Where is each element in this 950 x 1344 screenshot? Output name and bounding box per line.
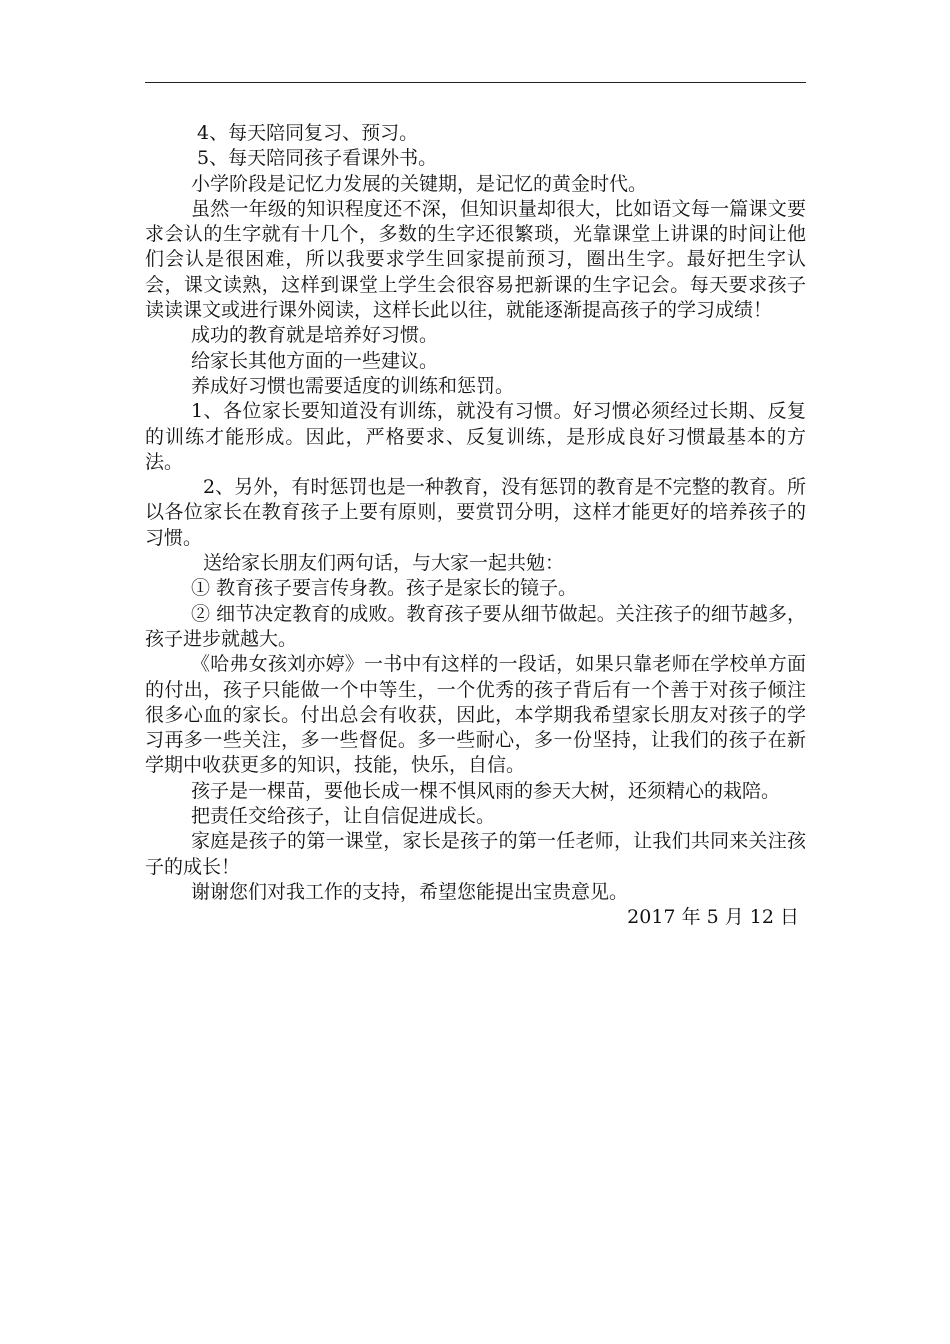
paragraph-two-sentences: 送给家长朋友们两句话，与大家一起共勉： bbox=[203, 552, 565, 575]
paragraph-memory-period: 小学阶段是记忆力发展的关键期，是记忆的黄金时代。 bbox=[191, 172, 648, 195]
paragraph-responsibility: 把责任交给孩子，让自信促进成长。 bbox=[191, 805, 496, 828]
paragraph-training-punishment: 养成好习惯也需要适度的训练和惩罚。 bbox=[191, 374, 515, 397]
paragraph-seedling: 孩子是一棵苗，要他长成一棵不惧风雨的参天大树，还须精心的栽陪。 bbox=[191, 779, 781, 802]
paragraph-harvard-girl: 《哈弗女孩刘亦婷》一书中有这样的一段话，如果只靠老师在学校单方面的付出，孩子只能做一个中等生，一个优秀的孩子背后有一个善于对孩子倾注很多心血的家长。付出总会有收获，因此，本学期我希望家长朋友对孩子的学习再多一些关注，多一些督促。多一些耐心，多一份坚持，让我们的孩子在新学期中收获更多的知识，技能，快乐，自信。 bbox=[145, 653, 806, 777]
paragraph-suggestions: 给家长其他方面的一些建议。 bbox=[191, 349, 439, 372]
paragraph-good-habits: 成功的教育就是培养好习惯。 bbox=[191, 324, 439, 347]
paragraph-family-classroom: 家庭是孩子的第一课堂，家长是孩子的第一任老师，让我们共同来关注孩子的成长！ bbox=[145, 830, 806, 878]
paragraph-extracurricular-books: 5、每天陪同孩子看课外书。 bbox=[197, 147, 438, 170]
paragraph-thanks: 谢谢您们对我工作的支持，希望您能提出宝贵意见。 bbox=[191, 880, 629, 903]
paragraph-first-grade-knowledge: 虽然一年级的知识程度还不深，但知识量却很大，比如语文每一篇课文要求会认的生字就有十几个，多数的生字还很繁琐，光靠课堂上讲课的时间让他们会认是很困难，所以我要求学生回家提前预习，圈出生字。最好把生字认会，课文读熟，这样到课堂上学生会很容易把新课的生字记会。每天要求孩子读读课文或进行课外阅读，这样长此以往，就能逐渐提高孩子的学习成绩！ bbox=[145, 197, 806, 322]
header-rule bbox=[145, 82, 806, 83]
document-date: 2017 年 5 月 12 日 bbox=[627, 906, 799, 929]
paragraph-point-2: 2、另外，有时惩罚也是一种教育，没有惩罚的教育是不完整的教育。所以各位家长在教育孩子上要有原则，要赏罚分明，这样才能更好的培养孩子的习惯。 bbox=[145, 476, 806, 549]
paragraph-review-preview: 4、每天陪同复习、预习。 bbox=[197, 122, 419, 144]
paragraph-motto-2: ② 细节决定教育的成败。教育孩子要从细节做起。关注孩子的细节越多，孩子进步就越大。 bbox=[145, 602, 806, 650]
document-body bbox=[145, 121, 806, 931]
paragraph-motto-1: ① 教育孩子要言传身教。孩子是家长的镜子。 bbox=[191, 577, 578, 600]
paragraph-point-1: 1、各位家长要知道没有训练，就没有习惯。好习惯必须经过长期、反复的训练才能形成。因此，严格要求、反复训练，是形成良好习惯最基本的方法。 bbox=[145, 400, 806, 473]
